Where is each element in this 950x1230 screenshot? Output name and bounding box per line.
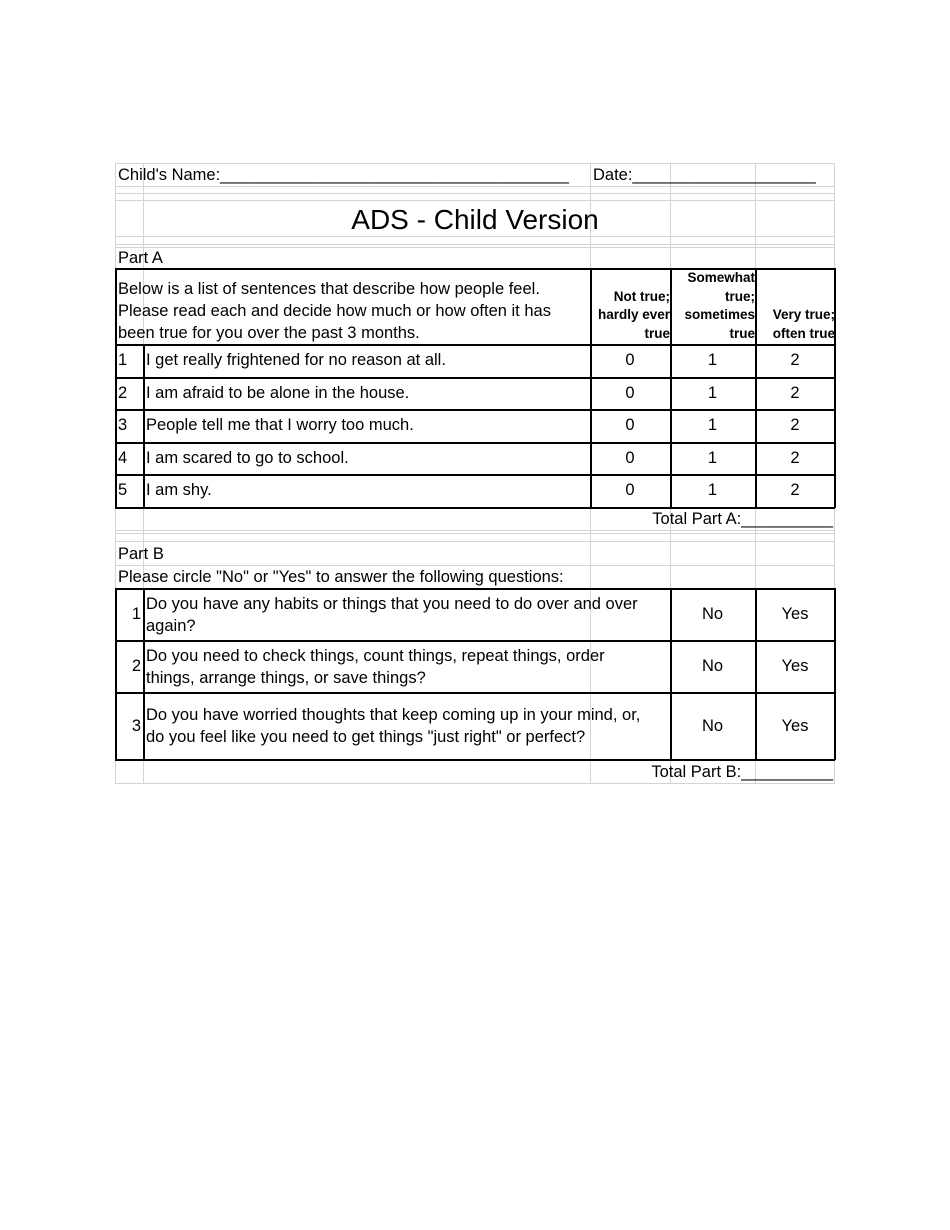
item-number: 1 (118, 351, 128, 369)
page-title: ADS - Child Version (351, 204, 599, 235)
item-text: People tell me that I worry too much. (146, 416, 414, 434)
grid-hline (115, 783, 835, 784)
score-option-0[interactable]: 0 (625, 416, 635, 434)
score-option-0[interactable]: 0 (625, 481, 635, 499)
total-part-b[interactable]: Total Part B:__________ (651, 762, 833, 781)
question-line: Do you have any habits or things that you need to do over and over (146, 594, 638, 613)
yes-option[interactable]: Yes (781, 605, 809, 623)
child-name-label: Child's Name:______________________________________ (118, 165, 569, 184)
score-option-1[interactable]: 1 (707, 448, 718, 467)
item-number: 5 (118, 481, 128, 499)
score-option-1[interactable]: 1 (707, 481, 718, 499)
item-number: 2 (131, 657, 141, 675)
column-header-very-true: Very true; often true (772, 307, 835, 341)
item-number: 1 (131, 605, 141, 623)
score-option-0[interactable]: 0 (625, 383, 635, 402)
item-number: 4 (118, 448, 128, 467)
questionnaire-sheet (115, 163, 835, 783)
question-line: Do you need to check things, count things, repeat things, order (146, 646, 605, 665)
no-option[interactable]: No (701, 657, 724, 675)
score-option-2[interactable]: 2 (790, 351, 800, 369)
score-option-1[interactable]: 1 (707, 416, 718, 434)
question-text (146, 693, 666, 759)
question-line: do you feel like you need to get things "just right" or perfect? (146, 728, 586, 746)
grid-hline (115, 541, 835, 542)
score-option-2[interactable]: 2 (790, 481, 800, 499)
item-number: 2 (118, 383, 128, 402)
table-row (115, 377, 835, 409)
date-field[interactable] (593, 163, 833, 187)
grid-hline (115, 244, 835, 245)
column-header-somewhat-true: Somewhat true; sometimes true (684, 270, 755, 341)
no-option[interactable]: No (701, 716, 724, 735)
item-text: I am scared to go to school. (146, 448, 349, 467)
score-option-0[interactable]: 0 (625, 351, 635, 369)
grid-hline (115, 530, 835, 531)
table-row (115, 641, 835, 692)
table-row (115, 474, 835, 507)
column-header-not-true: Not true; hardly ever true (597, 288, 670, 341)
grid-hline (115, 533, 835, 534)
question-text (146, 589, 666, 640)
score-option-0[interactable]: 0 (625, 448, 635, 467)
question-text (146, 641, 666, 692)
item-text: I am afraid to be alone in the house. (146, 383, 410, 402)
score-option-2[interactable]: 2 (790, 448, 800, 467)
no-option[interactable]: No (701, 605, 724, 623)
part-a-instructions: Below is a list of sentences that describe how people feel. Please read each and decide how much or how often it has been true for you over the past 3 months. (118, 280, 551, 342)
question-line: again? (146, 616, 196, 635)
grid-hline (115, 193, 835, 194)
part-a-label: Part A (118, 248, 163, 267)
part-b-instructions: Please circle "No" or "Yes" to answer the following questions: (118, 567, 564, 586)
table-row (115, 409, 835, 442)
item-text: I am shy. (146, 481, 212, 499)
yes-option[interactable]: Yes (781, 657, 809, 675)
item-number: 3 (118, 416, 128, 434)
date-label: Date:____________________ (593, 165, 816, 184)
part-b-label: Part B (118, 544, 164, 563)
score-option-2[interactable]: 2 (790, 416, 800, 434)
score-option-1[interactable]: 1 (707, 351, 718, 369)
item-number: 3 (131, 716, 141, 735)
item-text: I get really frightened for no reason at all. (146, 351, 446, 369)
score-option-1[interactable]: 1 (707, 383, 718, 402)
table-row (115, 693, 835, 759)
table-row (115, 344, 835, 377)
table-row (115, 442, 835, 474)
yes-option[interactable]: Yes (781, 716, 809, 735)
question-line: things, arrange things, or save things? (146, 668, 426, 687)
question-line: Do you have worried thoughts that keep coming up in your mind, or, (146, 706, 641, 724)
child-name-field[interactable] (118, 163, 588, 187)
table-row (115, 589, 835, 640)
score-option-2[interactable]: 2 (790, 383, 800, 402)
total-part-a[interactable]: Total Part A:__________ (652, 509, 833, 528)
